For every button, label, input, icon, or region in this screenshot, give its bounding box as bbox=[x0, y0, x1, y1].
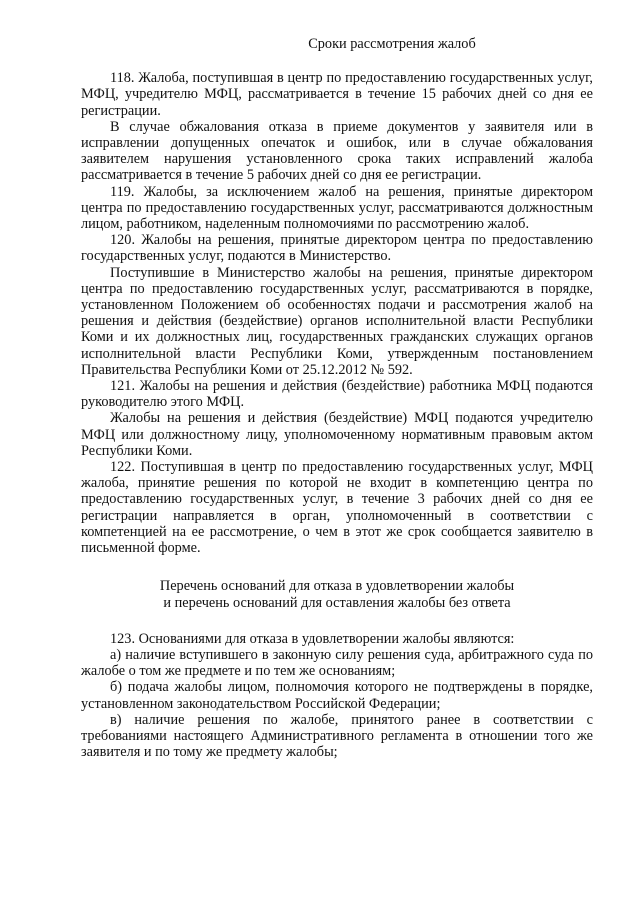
section-complaint-terms bbox=[81, 70, 593, 556]
paragraph-121-mfc: Жалобы на решения и действия (бездействие) МФЦ подаются учредителю МФЦ или должностному лицу, уполномоченному нормативным правовым актом Республики Коми. bbox=[81, 410, 593, 459]
list-item-b: б) подача жалобы лицом, полномочия которого не подтверждены в порядке, установленном законодательством Российской Федерации; bbox=[81, 679, 593, 712]
paragraph-119: 119. Жалобы, за исключением жалоб на решения, принятые директором центра по предоставлению государственных услуг, рассматриваются должностным лицом, работником, наделенным полномочиями по рассмотрению жалоб. bbox=[81, 183, 593, 233]
section-heading-refusal-line1: Перечень оснований для отказа в удовлетворении жалобы bbox=[159, 578, 515, 595]
list-item-c: в) наличие решения по жалобе, принятого ранее в соответствии с требованиями настоящего Административного регламента в отношении того же заявителя и по тому же предмету жалобы; bbox=[81, 711, 593, 761]
section-heading-refusal-line2: и перечень оснований для оставления жалобы без ответа bbox=[163, 594, 511, 611]
list-item-a: а) наличие вступившего в законную силу решения суда, арбитражного суда по жалобе о том же предмете и по тем же основаниям; bbox=[81, 646, 593, 680]
paragraph-120-ministry: Поступившие в Министерство жалобы на решения, принятые директором центра по предоставлению государственных услуг, рассматриваются в порядке, установленном Положением об особенностях подачи и рассмотрения жалоб на решения и действия (бездействие) органов исполнительной власти Республики Коми и их должностных лиц, государственных гражданских служащих органов исполнительной власти Республики Коми, утвержденным постановлением Правительства Республики Коми от 25.12.2012 № 592. bbox=[81, 264, 593, 378]
paragraph-122: 122. Поступившая в центр по предоставлению государственных услуг, МФЦ жалоба, принятие решения по которой не входит в компетенцию центра по предоставлению государственных услуг, в течение 3 рабочих дней со дня ее регистрации направляется в орган, уполномоченный в соответствии с компетенцией на ее рассмотрение, о чем в этот же срок сообщается заявителю в письменной форме. bbox=[81, 459, 593, 557]
paragraph-120: 120. Жалобы на решения, принятые директором центра по предоставлению государственных услуг, подаются в Министерство. bbox=[81, 232, 593, 265]
section-heading-refusal bbox=[81, 578, 593, 610]
paragraph-118: 118. Жалоба, поступившая в центр по предоставлению государственных услуг, МФЦ, учредителю МФЦ, рассматривается в течение 15 рабочих дней со дня ее регистрации. bbox=[81, 70, 593, 119]
paragraph-123: 123. Основаниями для отказа в удовлетворении жалобы являются: bbox=[110, 630, 515, 647]
section-refusal-grounds bbox=[81, 631, 593, 761]
paragraph-121: 121. Жалобы на решения и действия (бездействие) работника МФЦ подаются руководителю этого МФЦ. bbox=[81, 378, 593, 411]
section-heading: Сроки рассмотрения жалоб bbox=[308, 36, 476, 52]
paragraph-118-appeal: В случае обжалования отказа в приеме документов у заявителя или в исправлении допущенных опечаток и ошибок, или в случае обжалования заявителем нарушения установленного срока таких исправлений жалоба рассматривается в течение 5 рабочих дней со дня ее регистрации. bbox=[81, 118, 593, 184]
